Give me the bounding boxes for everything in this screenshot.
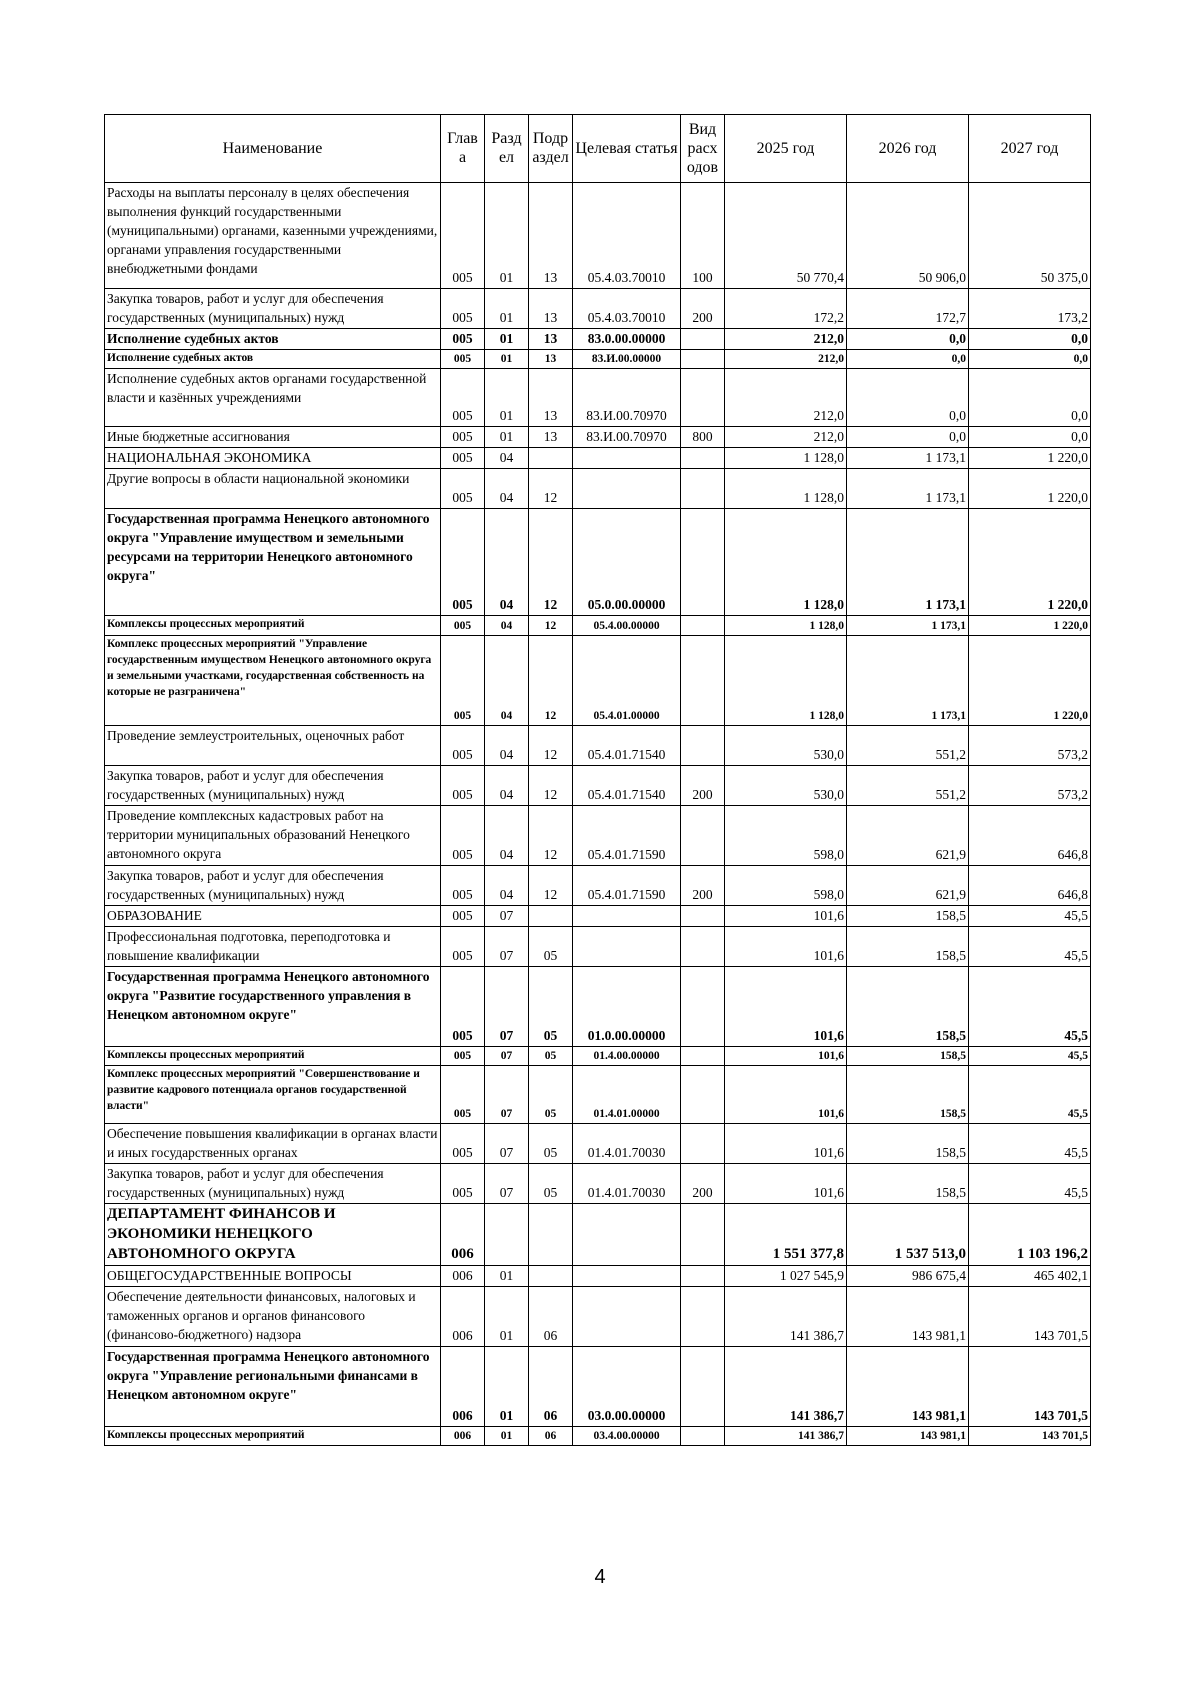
- row-section: 01: [485, 427, 529, 448]
- table-row: [105, 1066, 1091, 1124]
- row-subsection: 12: [529, 509, 573, 616]
- row-value-2026: 158,5: [847, 1164, 969, 1204]
- row-section: 01: [485, 1427, 529, 1446]
- row-value-2026: 551,2: [847, 726, 969, 766]
- row-name: Профессиональная подготовка, переподготовка и повышение квалификации: [105, 927, 441, 967]
- table-row: [105, 806, 1091, 866]
- row-value-2026: 143 981,1: [847, 1287, 969, 1347]
- row-value-2027: 143 701,5: [969, 1287, 1091, 1347]
- row-subsection: 13: [529, 183, 573, 289]
- table-row: [105, 766, 1091, 806]
- header-name: Наименование: [105, 115, 441, 183]
- row-value-2027: 1 220,0: [969, 636, 1091, 726]
- row-value-2026: 986 675,4: [847, 1266, 969, 1287]
- row-value-2026: 1 173,1: [847, 636, 969, 726]
- row-value-2025: 172,2: [725, 289, 847, 329]
- row-value-2025: 598,0: [725, 866, 847, 906]
- row-name: Закупка товаров, работ и услуг для обеспечения государственных (муниципальных) нужд: [105, 1164, 441, 1204]
- row-value-2025: 1 128,0: [725, 469, 847, 509]
- row-value-2025: 1 128,0: [725, 616, 847, 636]
- row-chapter: 005: [441, 927, 485, 967]
- row-target-item: 05.4.01.00000: [573, 636, 681, 726]
- row-value-2026: 158,5: [847, 1124, 969, 1164]
- row-subsection: 05: [529, 1047, 573, 1066]
- row-value-2025: 1 128,0: [725, 636, 847, 726]
- table-row: [105, 1287, 1091, 1347]
- row-value-2027: 0,0: [969, 369, 1091, 427]
- row-value-2027: 573,2: [969, 766, 1091, 806]
- row-expense-type: [681, 369, 725, 427]
- row-name: Иные бюджетные ассигнования: [105, 427, 441, 448]
- row-expense-type: 200: [681, 289, 725, 329]
- table-row: [105, 1347, 1091, 1427]
- row-chapter: 005: [441, 726, 485, 766]
- header-expense-type: Вид расх одов: [681, 115, 725, 183]
- row-name: Комплексы процессных мероприятий: [105, 1047, 441, 1066]
- row-value-2027: 0,0: [969, 329, 1091, 350]
- row-value-2027: 646,8: [969, 806, 1091, 866]
- table-row: [105, 1204, 1091, 1266]
- row-subsection: 05: [529, 967, 573, 1047]
- row-chapter: 006: [441, 1204, 485, 1266]
- table-row: [105, 427, 1091, 448]
- row-value-2027: 1 103 196,2: [969, 1204, 1091, 1266]
- row-section: 07: [485, 967, 529, 1047]
- row-value-2025: 101,6: [725, 927, 847, 967]
- row-expense-type: [681, 636, 725, 726]
- row-expense-type: [681, 927, 725, 967]
- row-value-2026: 1 173,1: [847, 509, 969, 616]
- row-target-item: 05.4.03.70010: [573, 183, 681, 289]
- row-target-item: 01.4.01.70030: [573, 1124, 681, 1164]
- row-subsection: [529, 448, 573, 469]
- row-subsection: 13: [529, 289, 573, 329]
- row-subsection: 12: [529, 766, 573, 806]
- row-value-2026: 158,5: [847, 1047, 969, 1066]
- row-subsection: 06: [529, 1287, 573, 1347]
- row-value-2025: 1 551 377,8: [725, 1204, 847, 1266]
- row-chapter: 005: [441, 806, 485, 866]
- row-section: 01: [485, 350, 529, 369]
- row-section: 07: [485, 1164, 529, 1204]
- row-name: Комплексы процессных мероприятий: [105, 1427, 441, 1446]
- row-value-2025: 598,0: [725, 806, 847, 866]
- row-target-item: 05.4.00.00000: [573, 616, 681, 636]
- row-value-2026: 0,0: [847, 329, 969, 350]
- row-value-2025: 101,6: [725, 906, 847, 927]
- row-target-item: 01.4.01.00000: [573, 1066, 681, 1124]
- table-row: [105, 350, 1091, 369]
- row-chapter: 005: [441, 427, 485, 448]
- row-name: Закупка товаров, работ и услуг для обеспечения государственных (муниципальных) нужд: [105, 289, 441, 329]
- row-name: Комплексы процессных мероприятий: [105, 616, 441, 636]
- row-expense-type: [681, 329, 725, 350]
- table-body: [105, 183, 1091, 1446]
- row-value-2027: 45,5: [969, 1164, 1091, 1204]
- row-name: ДЕПАРТАМЕНТ ФИНАНСОВ И ЭКОНОМИКИ НЕНЕЦКОГО АВТОНОМНОГО ОКРУГА: [105, 1204, 441, 1266]
- row-chapter: 006: [441, 1266, 485, 1287]
- header-year-2025: 2025 год: [725, 115, 847, 183]
- row-value-2027: 173,2: [969, 289, 1091, 329]
- row-value-2025: 141 386,7: [725, 1427, 847, 1446]
- row-value-2026: 143 981,1: [847, 1427, 969, 1446]
- row-value-2026: 0,0: [847, 350, 969, 369]
- row-target-item: [573, 1204, 681, 1266]
- table-row: [105, 183, 1091, 289]
- row-value-2025: 530,0: [725, 766, 847, 806]
- row-chapter: 005: [441, 329, 485, 350]
- row-expense-type: [681, 1347, 725, 1427]
- row-value-2025: 1 027 545,9: [725, 1266, 847, 1287]
- row-value-2027: 0,0: [969, 350, 1091, 369]
- row-name: Закупка товаров, работ и услуг для обеспечения государственных (муниципальных) нужд: [105, 866, 441, 906]
- row-value-2025: 101,6: [725, 1047, 847, 1066]
- budget-table: [104, 114, 1091, 1446]
- row-subsection: 12: [529, 806, 573, 866]
- row-name: Комплекс процессных мероприятий "Совершенствование и развитие кадрового потенциала органов государственной власти": [105, 1066, 441, 1124]
- row-section: [485, 1204, 529, 1266]
- row-chapter: 005: [441, 967, 485, 1047]
- row-name: Закупка товаров, работ и услуг для обеспечения государственных (муниципальных) нужд: [105, 766, 441, 806]
- row-chapter: 006: [441, 1427, 485, 1446]
- row-value-2026: 158,5: [847, 1066, 969, 1124]
- row-value-2025: 101,6: [725, 1124, 847, 1164]
- row-target-item: 01.4.01.70030: [573, 1164, 681, 1204]
- row-value-2026: 172,7: [847, 289, 969, 329]
- row-value-2027: 143 701,5: [969, 1347, 1091, 1427]
- row-name: Комплекс процессных мероприятий "Управление государственным имуществом Ненецкого автономного округа и земельными участками, государственная собственность на которые не разграничена": [105, 636, 441, 726]
- row-name: Государственная программа Ненецкого автономного округа "Управление имуществом и земельными ресурсами на территории Ненецкого автономного округа": [105, 509, 441, 616]
- row-section: 07: [485, 1047, 529, 1066]
- row-section: 07: [485, 927, 529, 967]
- row-value-2026: 158,5: [847, 967, 969, 1047]
- row-expense-type: 200: [681, 866, 725, 906]
- row-name: Другие вопросы в области национальной экономики: [105, 469, 441, 509]
- row-section: 04: [485, 766, 529, 806]
- row-value-2027: 143 701,5: [969, 1427, 1091, 1446]
- page-number: 4: [594, 1566, 606, 1588]
- row-value-2025: 141 386,7: [725, 1347, 847, 1427]
- row-subsection: 13: [529, 369, 573, 427]
- row-value-2026: 1 173,1: [847, 469, 969, 509]
- table-row: [105, 1266, 1091, 1287]
- table-row: [105, 1047, 1091, 1066]
- row-section: 04: [485, 469, 529, 509]
- row-chapter: 005: [441, 616, 485, 636]
- row-value-2027: 45,5: [969, 1047, 1091, 1066]
- table-row: [105, 329, 1091, 350]
- row-subsection: 13: [529, 427, 573, 448]
- header-target-item: Целевая статья: [573, 115, 681, 183]
- row-value-2027: 45,5: [969, 906, 1091, 927]
- row-section: 01: [485, 1266, 529, 1287]
- row-value-2027: 1 220,0: [969, 448, 1091, 469]
- row-expense-type: [681, 509, 725, 616]
- row-chapter: 005: [441, 183, 485, 289]
- row-name: Обеспечение деятельности финансовых, налоговых и таможенных органов и органов финансового (финансово-бюджетного) надзора: [105, 1287, 441, 1347]
- row-target-item: 05.4.01.71590: [573, 806, 681, 866]
- row-section: 01: [485, 369, 529, 427]
- row-name: Проведение землеустроительных, оценочных работ: [105, 726, 441, 766]
- row-name: Проведение комплексных кадастровых работ на территории муниципальных образований Ненецкого автономного округа: [105, 806, 441, 866]
- table-row: [105, 1124, 1091, 1164]
- row-chapter: 005: [441, 289, 485, 329]
- row-value-2025: 1 128,0: [725, 448, 847, 469]
- row-target-item: 83.И.00.70970: [573, 369, 681, 427]
- row-expense-type: [681, 967, 725, 1047]
- row-subsection: 12: [529, 636, 573, 726]
- row-section: 01: [485, 1347, 529, 1427]
- row-value-2027: 1 220,0: [969, 616, 1091, 636]
- row-value-2026: 0,0: [847, 427, 969, 448]
- row-chapter: 005: [441, 866, 485, 906]
- row-subsection: 05: [529, 1066, 573, 1124]
- row-expense-type: [681, 1287, 725, 1347]
- row-name: Исполнение судебных актов: [105, 329, 441, 350]
- row-subsection: 05: [529, 1164, 573, 1204]
- row-chapter: 005: [441, 766, 485, 806]
- row-subsection: 12: [529, 616, 573, 636]
- row-section: 04: [485, 806, 529, 866]
- row-chapter: 006: [441, 1347, 485, 1427]
- row-target-item: 03.4.00.00000: [573, 1427, 681, 1446]
- row-section: 01: [485, 329, 529, 350]
- row-value-2025: 101,6: [725, 1066, 847, 1124]
- row-expense-type: [681, 1066, 725, 1124]
- header-section: Разд ел: [485, 115, 529, 183]
- row-name: Обеспечение повышения квалификации в органах власти и иных государственных органах: [105, 1124, 441, 1164]
- row-value-2026: 621,9: [847, 806, 969, 866]
- row-subsection: 12: [529, 866, 573, 906]
- row-expense-type: [681, 726, 725, 766]
- row-expense-type: [681, 1047, 725, 1066]
- row-section: 04: [485, 509, 529, 616]
- row-chapter: 005: [441, 469, 485, 509]
- row-target-item: [573, 448, 681, 469]
- row-value-2027: 45,5: [969, 927, 1091, 967]
- row-section: 04: [485, 726, 529, 766]
- row-target-item: 05.0.00.00000: [573, 509, 681, 616]
- row-value-2026: 143 981,1: [847, 1347, 969, 1427]
- row-target-item: 05.4.01.71540: [573, 766, 681, 806]
- row-chapter: 005: [441, 1124, 485, 1164]
- row-value-2026: 158,5: [847, 927, 969, 967]
- row-chapter: 005: [441, 369, 485, 427]
- row-expense-type: [681, 1124, 725, 1164]
- table-row: [105, 616, 1091, 636]
- row-name: НАЦИОНАЛЬНАЯ ЭКОНОМИКА: [105, 448, 441, 469]
- row-target-item: 01.0.00.00000: [573, 967, 681, 1047]
- row-target-item: 01.4.00.00000: [573, 1047, 681, 1066]
- row-target-item: 05.4.01.71540: [573, 726, 681, 766]
- table-header: [105, 115, 1091, 183]
- row-name: Исполнение судебных актов органами государственной власти и казённых учреждениями: [105, 369, 441, 427]
- row-subsection: 13: [529, 350, 573, 369]
- row-expense-type: 200: [681, 766, 725, 806]
- row-value-2027: 45,5: [969, 1124, 1091, 1164]
- row-expense-type: [681, 350, 725, 369]
- row-name: ОБЩЕГОСУДАРСТВЕННЫЕ ВОПРОСЫ: [105, 1266, 441, 1287]
- row-name: Расходы на выплаты персоналу в целях обеспечения выполнения функций государственными (муниципальными) органами, казенными учреждениями, органами управления государственными внебюджетными фондами: [105, 183, 441, 289]
- row-target-item: 83.0.00.00000: [573, 329, 681, 350]
- row-subsection: [529, 1204, 573, 1266]
- row-expense-type: [681, 1266, 725, 1287]
- row-expense-type: [681, 1427, 725, 1446]
- row-expense-type: [681, 448, 725, 469]
- row-subsection: 05: [529, 927, 573, 967]
- table-row: [105, 906, 1091, 927]
- row-chapter: 005: [441, 1066, 485, 1124]
- row-value-2027: 573,2: [969, 726, 1091, 766]
- table-row: [105, 289, 1091, 329]
- header-year-2027: 2027 год: [969, 115, 1091, 183]
- row-section: 01: [485, 289, 529, 329]
- row-chapter: 005: [441, 1047, 485, 1066]
- row-target-item: 05.4.01.71590: [573, 866, 681, 906]
- row-target-item: 03.0.00.00000: [573, 1347, 681, 1427]
- row-name: Исполнение судебных актов: [105, 350, 441, 369]
- row-chapter: 005: [441, 636, 485, 726]
- row-subsection: 05: [529, 1124, 573, 1164]
- row-section: 07: [485, 1066, 529, 1124]
- row-value-2026: 551,2: [847, 766, 969, 806]
- row-value-2025: 212,0: [725, 329, 847, 350]
- row-value-2027: 50 375,0: [969, 183, 1091, 289]
- row-value-2026: 1 173,1: [847, 448, 969, 469]
- row-expense-type: [681, 1204, 725, 1266]
- row-expense-type: 800: [681, 427, 725, 448]
- table-row: [105, 967, 1091, 1047]
- row-expense-type: [681, 469, 725, 509]
- row-value-2025: 50 770,4: [725, 183, 847, 289]
- row-expense-type: [681, 806, 725, 866]
- row-subsection: [529, 1266, 573, 1287]
- row-value-2025: 101,6: [725, 1164, 847, 1204]
- row-chapter: 005: [441, 448, 485, 469]
- row-subsection: 06: [529, 1427, 573, 1446]
- row-chapter: 005: [441, 906, 485, 927]
- table-row: [105, 509, 1091, 616]
- row-subsection: 12: [529, 469, 573, 509]
- row-target-item: [573, 1287, 681, 1347]
- row-section: 04: [485, 866, 529, 906]
- row-chapter: 005: [441, 1164, 485, 1204]
- row-value-2026: 1 537 513,0: [847, 1204, 969, 1266]
- row-value-2026: 0,0: [847, 369, 969, 427]
- row-target-item: 05.4.03.70010: [573, 289, 681, 329]
- row-target-item: [573, 1266, 681, 1287]
- row-value-2025: 212,0: [725, 369, 847, 427]
- row-expense-type: 100: [681, 183, 725, 289]
- row-value-2027: 45,5: [969, 1066, 1091, 1124]
- row-section: 01: [485, 1287, 529, 1347]
- header-year-2026: 2026 год: [847, 115, 969, 183]
- row-target-item: [573, 906, 681, 927]
- row-subsection: 06: [529, 1347, 573, 1427]
- row-value-2027: 0,0: [969, 427, 1091, 448]
- table-row: [105, 927, 1091, 967]
- row-value-2027: 45,5: [969, 967, 1091, 1047]
- table-row: [105, 726, 1091, 766]
- row-target-item: [573, 927, 681, 967]
- row-section: 01: [485, 183, 529, 289]
- row-value-2025: 1 128,0: [725, 509, 847, 616]
- row-target-item: 83.И.00.70970: [573, 427, 681, 448]
- row-section: 04: [485, 636, 529, 726]
- row-target-item: 83.И.00.00000: [573, 350, 681, 369]
- row-section: 04: [485, 448, 529, 469]
- row-value-2026: 621,9: [847, 866, 969, 906]
- table-row: [105, 369, 1091, 427]
- table-row: [105, 469, 1091, 509]
- row-section: 07: [485, 1124, 529, 1164]
- row-value-2026: 50 906,0: [847, 183, 969, 289]
- row-value-2027: 465 402,1: [969, 1266, 1091, 1287]
- row-value-2026: 158,5: [847, 906, 969, 927]
- row-subsection: 12: [529, 726, 573, 766]
- row-expense-type: [681, 616, 725, 636]
- row-value-2026: 1 173,1: [847, 616, 969, 636]
- row-name: Государственная программа Ненецкого автономного округа "Развитие государственного управления в Ненецком автономном округе": [105, 967, 441, 1047]
- table-row: [105, 1427, 1091, 1446]
- header-chapter: Глав а: [441, 115, 485, 183]
- row-name: Государственная программа Ненецкого автономного округа "Управление региональными финансами в Ненецком автономном округе": [105, 1347, 441, 1427]
- row-value-2027: 646,8: [969, 866, 1091, 906]
- table-row: [105, 866, 1091, 906]
- row-chapter: 005: [441, 509, 485, 616]
- row-expense-type: 200: [681, 1164, 725, 1204]
- row-section: 04: [485, 616, 529, 636]
- row-expense-type: [681, 906, 725, 927]
- row-value-2027: 1 220,0: [969, 509, 1091, 616]
- row-value-2025: 141 386,7: [725, 1287, 847, 1347]
- row-value-2025: 212,0: [725, 350, 847, 369]
- row-chapter: 005: [441, 350, 485, 369]
- row-section: 07: [485, 906, 529, 927]
- row-target-item: [573, 469, 681, 509]
- row-chapter: 006: [441, 1287, 485, 1347]
- row-subsection: 13: [529, 329, 573, 350]
- row-name: ОБРАЗОВАНИЕ: [105, 906, 441, 927]
- header-subsection: Подр аздел: [529, 115, 573, 183]
- row-subsection: [529, 906, 573, 927]
- row-value-2025: 212,0: [725, 427, 847, 448]
- table-row: [105, 1164, 1091, 1204]
- table-row: [105, 636, 1091, 726]
- row-value-2025: 530,0: [725, 726, 847, 766]
- row-value-2027: 1 220,0: [969, 469, 1091, 509]
- table-row: [105, 448, 1091, 469]
- row-value-2025: 101,6: [725, 967, 847, 1047]
